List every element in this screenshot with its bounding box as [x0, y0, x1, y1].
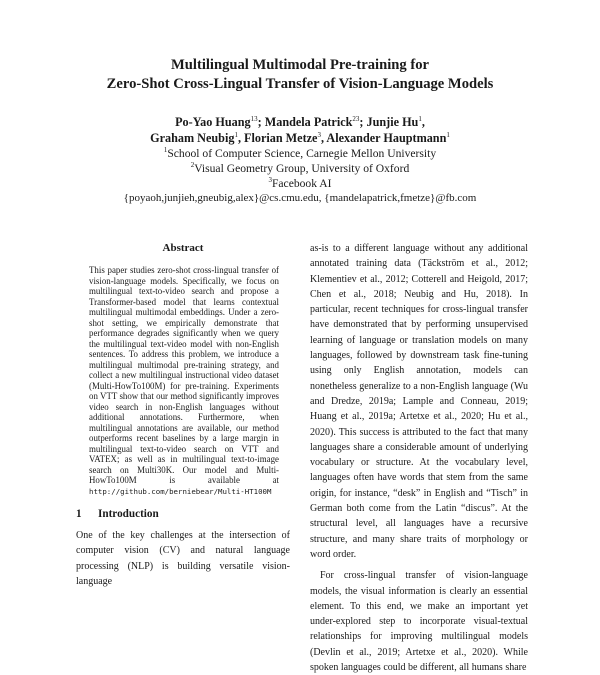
body-paragraph: as-is to a different language without any additional annotated training data (Täckström et al., 2012; Klementiev et al., 2012; Cotterell and Heigold, 2017; Chen et al., 2018; Neubig and Hu, 2018). In particular, recent techniques for cross-lingual transfer have demonstrated that by performing unsupervised learning of language or translation models on many languages, followed by downstream task fine-tuning using only English annotation, models can nonetheless generalize to a non-English language (Wu and Dredze, 2019a; Lample and Conneau, 2019; Huang et al., 2019a; Artetxe et al., 2020; Hu et al., 2020). This success is attributed to the fact that many languages share a considerable amount of underlying vocabulary or structure. At the vocabulary level, languages often have words that stem from the same origin, for instance, “desk” in English and “Tisch” in German both come from the Latin “discus”. At the structural level, all languages have a recursive structure, and many share traits of morphology or word order. — [310, 243, 528, 560]
affiliation: $^3$Facebook AI — [268, 176, 332, 190]
author: Graham Neubig$^1$ — [150, 131, 238, 145]
author: Junjie Hu$^1$ — [366, 115, 422, 129]
paper-title — [0, 56, 600, 94]
section-number: 1 — [76, 508, 82, 520]
author: Mandela Patrick$^{23}$ — [264, 115, 360, 129]
paper-header — [0, 56, 600, 206]
code-link[interactable]: http://github.com/berniebear/Multi-HT100M — [89, 486, 272, 496]
author-list: Po-Yao Huang$^{13}$; Mandela Patrick$^{23}$; Junjie Hu$^1$, Graham Neubig$^1$, Florian Metze$^3$, Alexander Hauptmann$^1$ — [150, 115, 450, 145]
author: Florian Metze$^3$ — [244, 131, 321, 145]
abstract-heading: Abstract — [162, 242, 204, 254]
body-paragraph: For cross-lingual transfer of vision-language models, the visual information is clearly an essential element. To this end, we make an important yet under-explored step to incorporate visual-textual relationships for improving multilingual models (Devlin et al., 2019; Artetxe et al., 2020). While spoken languages could be different, all humans share — [310, 570, 528, 674]
author: Alexander Hauptmann$^1$ — [326, 131, 450, 145]
affiliation: $^1$School of Computer Science, Carnegie Mellon University — [163, 146, 437, 160]
author-emails: {poyaoh,junjieh,gneubig,alex}@cs.cmu.edu, {mandelapatrick,fmetze}@fb.com — [123, 192, 477, 204]
right-column — [310, 241, 528, 675]
title-line-2: Zero-Shot Cross-Lingual Transfer of Vision-Language Models — [106, 76, 494, 92]
title-line-1: Multilingual Multimodal Pre-training for — [171, 57, 429, 73]
left-column — [76, 241, 290, 589]
section-title: Introduction — [98, 508, 159, 520]
abstract-text: This paper studies zero-shot cross-lingual transfer of vision-language models. Specifically, we focus on multilingual text-to-video search and propose a Transformer-based model that learns contextual multilingual multimodal embeddings. Under a zero-shot setting, we empirically demonstrate that performance degrades significantly when we query the multilingual text-video model with non-English sentences. To address this problem, we introduce a multilingual multimodal pre-training strategy, and collect a new multilingual instructional video dataset (Multi-HowTo100M) for pre-training. Experiments on VTT show that our method significantly improves video search in non-English languages without additional annotations. Furthermore, when multilingual annotations are available, our method outperforms recent baselines by a large margin in multilingual text-to-video search on VTT and VATEX; as well as in multilingual text-to-image search on Multi30K. Our model and Multi-HowTo100M is available at http://github.com/berniebear/Multi-HT100M — [89, 265, 279, 496]
introduction-text: One of the key challenges at the intersection of computer vision (CV) and natural language processing (NLP) is building versatile vision-language — [76, 530, 290, 587]
affiliation: $^2$Visual Geometry Group, University of Oxford — [190, 161, 410, 175]
section-heading-introduction — [76, 507, 290, 521]
author: Po-Yao Huang$^{13}$ — [175, 115, 258, 129]
